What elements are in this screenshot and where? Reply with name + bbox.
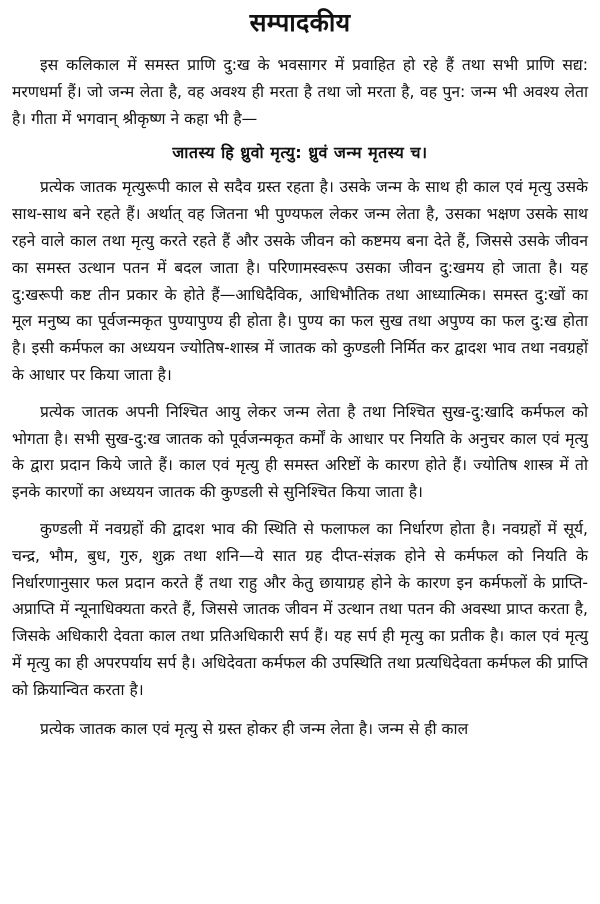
paragraph-closing: प्रत्येक जातक काल एवं मृत्यु से ग्रस्त होकर ही जन्म लेता है। जन्म से ही काल: [40, 719, 469, 738]
page-title: सम्पादकीय: [249, 8, 351, 37]
paragraph-niyati: प्रत्येक जातक अपनी निश्चित आयु लेकर जन्म लेता है तथा निश्चित सुख-दु:खादि कर्मफल को भोगता है। सभी सुख-दु:ख जातक को पूर्वजन्मकृत कर्मों के आधार पर नियति के अनुचर काल एवं मृत्यु के द्वारा प्रदान किये जाते हैं। काल एवं मृत्यु ही समस्त अरिष्टों के कारण होते हैं। ज्योतिष शास्त्र में तो इनके कारणों का अध्ययन जातक की कुण्डली से सुनिश्चित किया जाता है।: [12, 402, 588, 502]
paragraph-kaal-mrityu: प्रत्येक जातक मृत्युरूपी काल से सदैव ग्रस्त रहता है। उसके जन्म के साथ ही काल एवं मृत्यु उसके साथ-साथ बने रहते हैं। अर्थात् वह जितना भी पुण्यफल लेकर जन्म लेता है, उसका भक्षण उसके साथ रहने वाले काल तथा मृत्यु करते रहते हैं और उसके जीवन को कष्टमय बना देते हैं, जिससे उसके जीवन का समस्त उत्थान पतन में बदल जाता है। परिणामस्वरूप उसका जीवन दु:खमय हो जाता है। यह दु:खरूपी कष्ट तीन प्रकार के होते हैं—आधिदैविक, आधिभौतिक तथा आध्यात्मिक। समस्त दु:खों का मूल मनुष्य का पूर्वजन्मकृत पुण्यापुण्य ही होता है। पुण्य का फल सुख तथा अपुण्य का फल दु:ख होता है। इसी कर्मफल का अध्ययन ज्योतिष-शास्त्र में जातक को कुण्डली निर्मित कर द्वादश भाव तथा नवग्रहों के आधार पर किया जाता है।: [12, 178, 588, 384]
paragraph-navagraha: कुण्डली में नवग्रहों की द्वादश भाव की स्थिति से फलाफल का निर्धारण होता है। नवग्रहों में सूर्य, चन्द्र, भौम, बुध, गुरु, शुक्र तथा शनि—ये सात ग्रह दीप्त-संज्ञक होने से कर्मफल को नियति के निर्धारणानुसार फल प्रदान करते हैं तथा राहु और केतु छायाग्रह होने के कारण इन कर्मफलों के प्राप्ति-अप्राप्ति में न्यूनाधिक्यता करते हैं, जिससे जातक जीवन में उत्थान तथा पतन की अवस्था प्राप्त करता है, जिसके अधिकारी देवता काल तथा प्रतिअधिकारी सर्प हैं। यह सर्प ही मृत्यु का प्रतीक है। काल एवं मृत्यु में मृत्यु का ही अपरपर्याय सर्प है। अधिदेवता कर्मफल की उपस्थिति तथा प्रत्यधिदेवता कर्मफल की प्राप्ति को क्रियान्वित करता है।: [12, 519, 588, 699]
gita-verse: जातस्य हि ध्रुवो मृत्यु: ध्रुवं जन्म मृतस्य च।: [172, 143, 428, 163]
paragraph-intro: इस कलिकाल में समस्त प्राणि दु:ख के भवसागर में प्रवाहित हो रहे हैं तथा सभी प्राणि सद्य: मरणधर्मा हैं। जो जन्म लेता है, वह अवश्य ही मरता है तथा जो मरता है, वह पुन: जन्म भी अवश्य लेता है। गीता में भगवान् श्रीकृष्ण ने कहा भी है—: [12, 56, 588, 128]
